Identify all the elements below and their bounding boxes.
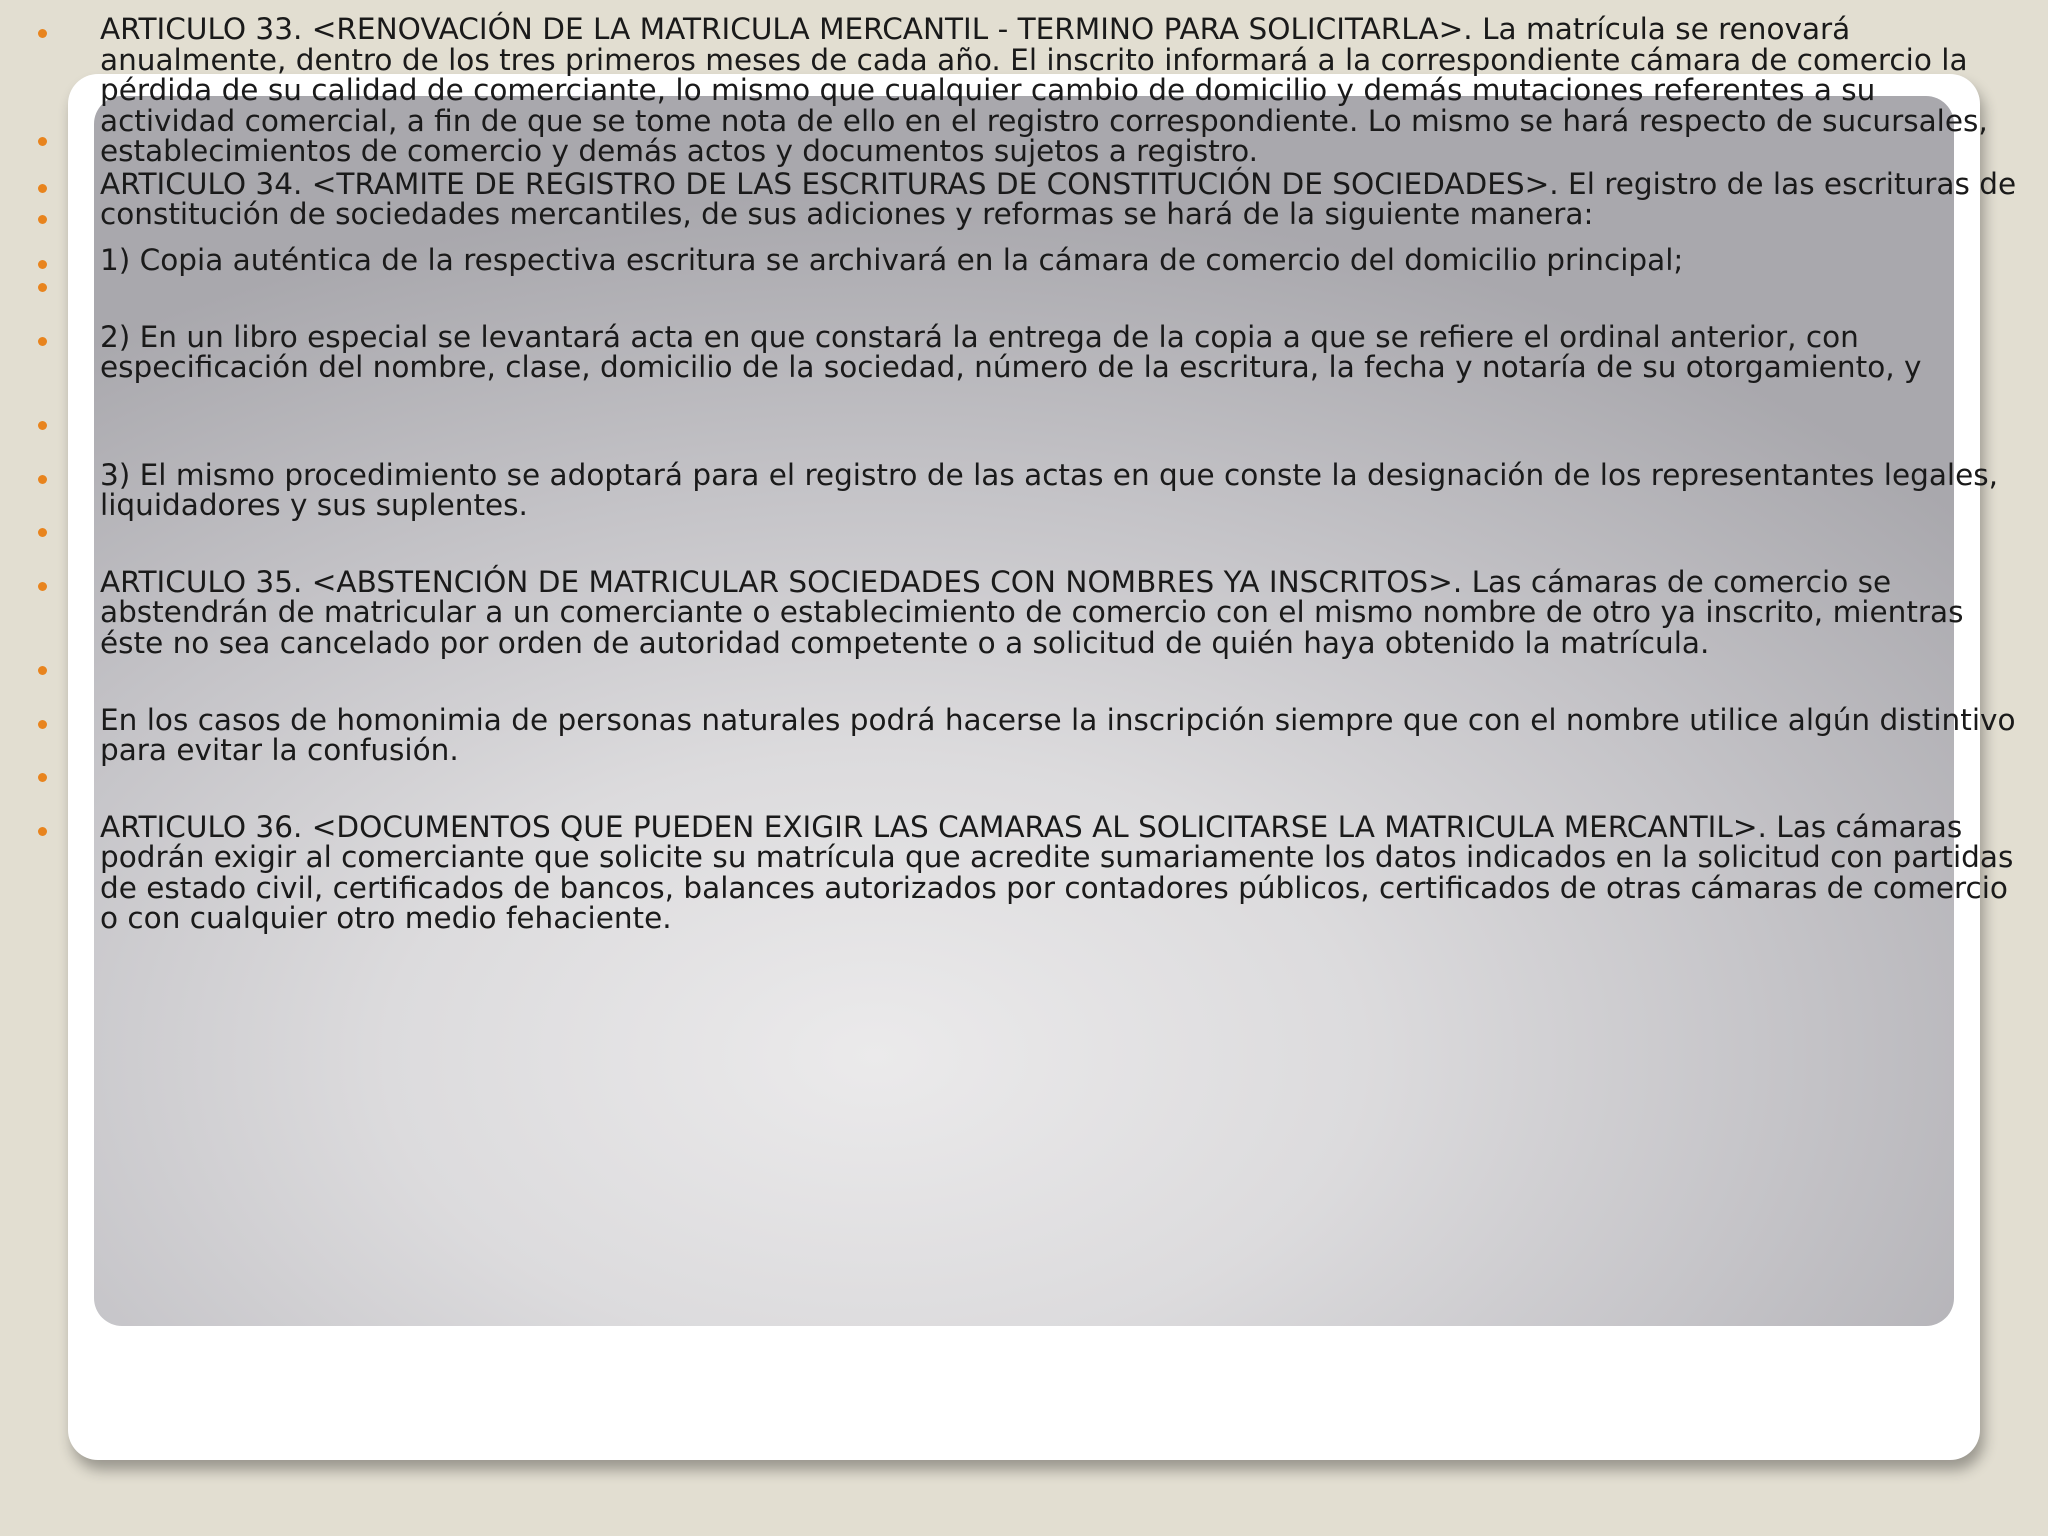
paragraph-text: 3) El mismo procedimiento se adoptará para el registro de las actas en que conste la designación de los representantes legales, liquidadores y sus suplentes. [100, 457, 1999, 522]
bullet-icon [38, 283, 47, 292]
list-item-ordinal-3 [0, 457, 2048, 536]
list-item-articulo-35 [0, 564, 2048, 674]
paragraph-text: En los casos de homonimia de personas naturales podrá hacerse la inscripción siempre que con el nombre utilice algún distintivo para evitar la confusión. [100, 702, 2016, 767]
bullet-icon [38, 582, 47, 591]
list-item-ordinal-1 [0, 242, 2048, 291]
bullet-icon [38, 137, 47, 146]
bullet-icon [38, 666, 47, 675]
paragraph-text: 1) Copia auténtica de la respectiva escritura se archivará en la cámara de comercio del domicilio principal; [100, 242, 1684, 277]
list-item-ordinal-2 [0, 319, 2048, 429]
bullet-icon [38, 29, 47, 38]
paragraph-text: ARTICULO 33. <RENOVACIÓN DE LA MATRICULA MERCANTIL - TERMINO PARA SOLICITARLA>. La matrícula se renovará anualmente, dentro de los tres primeros meses de cada año. El inscrito informará a la correspondiente cámara de comercio la pérdida de su calidad de comerciante, lo mismo que cualquier cambio de domicilio y demás mutaciones referentes a su actividad comercial, a fin de que se tome nota de ello en el registro correspondiente. Lo mismo se hará respecto de sucursales, establecimientos de comercio y demás actos y documentos sujetos a registro. [100, 12, 1988, 168]
bullet-list [0, 14, 2048, 934]
bullet-icon [38, 720, 47, 729]
paragraph-text: 2) En un libro especial se levantará acta en que constará la entrega de la copia a que se refiere el ordinal anterior, con especificación del nombre, clase, domicilio de la sociedad, número de la escritura, la fecha y notaría de su otorgamiento, y [100, 319, 1922, 384]
bullet-icon [38, 528, 47, 537]
bullet-icon [38, 827, 47, 836]
list-item-articulo-34 [0, 166, 2048, 245]
bullet-icon [38, 773, 47, 782]
list-item-articulo-33 [0, 14, 2048, 167]
bullet-icon [38, 475, 47, 484]
list-item-homonimia [0, 702, 2048, 781]
bullet-icon [38, 215, 47, 224]
paragraph-text: ARTICULO 34. <TRAMITE DE REGISTRO DE LAS ESCRITURAS DE CONSTITUCIÓN DE SOCIEDADES>. El registro de las escrituras de constitución de sociedades mercantiles, de sus adiciones y reformas se hará de la siguiente manera: [100, 166, 2017, 231]
slide-content [0, 14, 2048, 934]
bullet-icon [38, 184, 47, 193]
bullet-icon [38, 421, 47, 430]
paragraph-text: ARTICULO 36. <DOCUMENTOS QUE PUEDEN EXIGIR LAS CAMARAS AL SOLICITARSE LA MATRICULA MERCANTIL>. Las cámaras podrán exigir al comerciante que solicite su matrícula que acredite sumariamente los datos indicados en la solicitud con partidas de estado civil, certificados de bancos, balances autorizados por contadores públicos, certificados de otras cámaras de comercio o con cualquier otro medio fehaciente. [100, 809, 2014, 935]
bullet-icon [38, 260, 47, 269]
bullet-icon [38, 337, 47, 346]
list-item-articulo-36 [0, 809, 2048, 935]
paragraph-text: ARTICULO 35. <ABSTENCIÓN DE MATRICULAR SOCIEDADES CON NOMBRES YA INSCRITOS>. Las cámaras de comercio se abstendrán de matricular a un comerciante o establecimiento de comercio con el mismo nombre de otro ya inscrito, mientras éste no sea cancelado por orden de autoridad competente o a solicitud de quién haya obtenido la matrícula. [100, 564, 1964, 660]
